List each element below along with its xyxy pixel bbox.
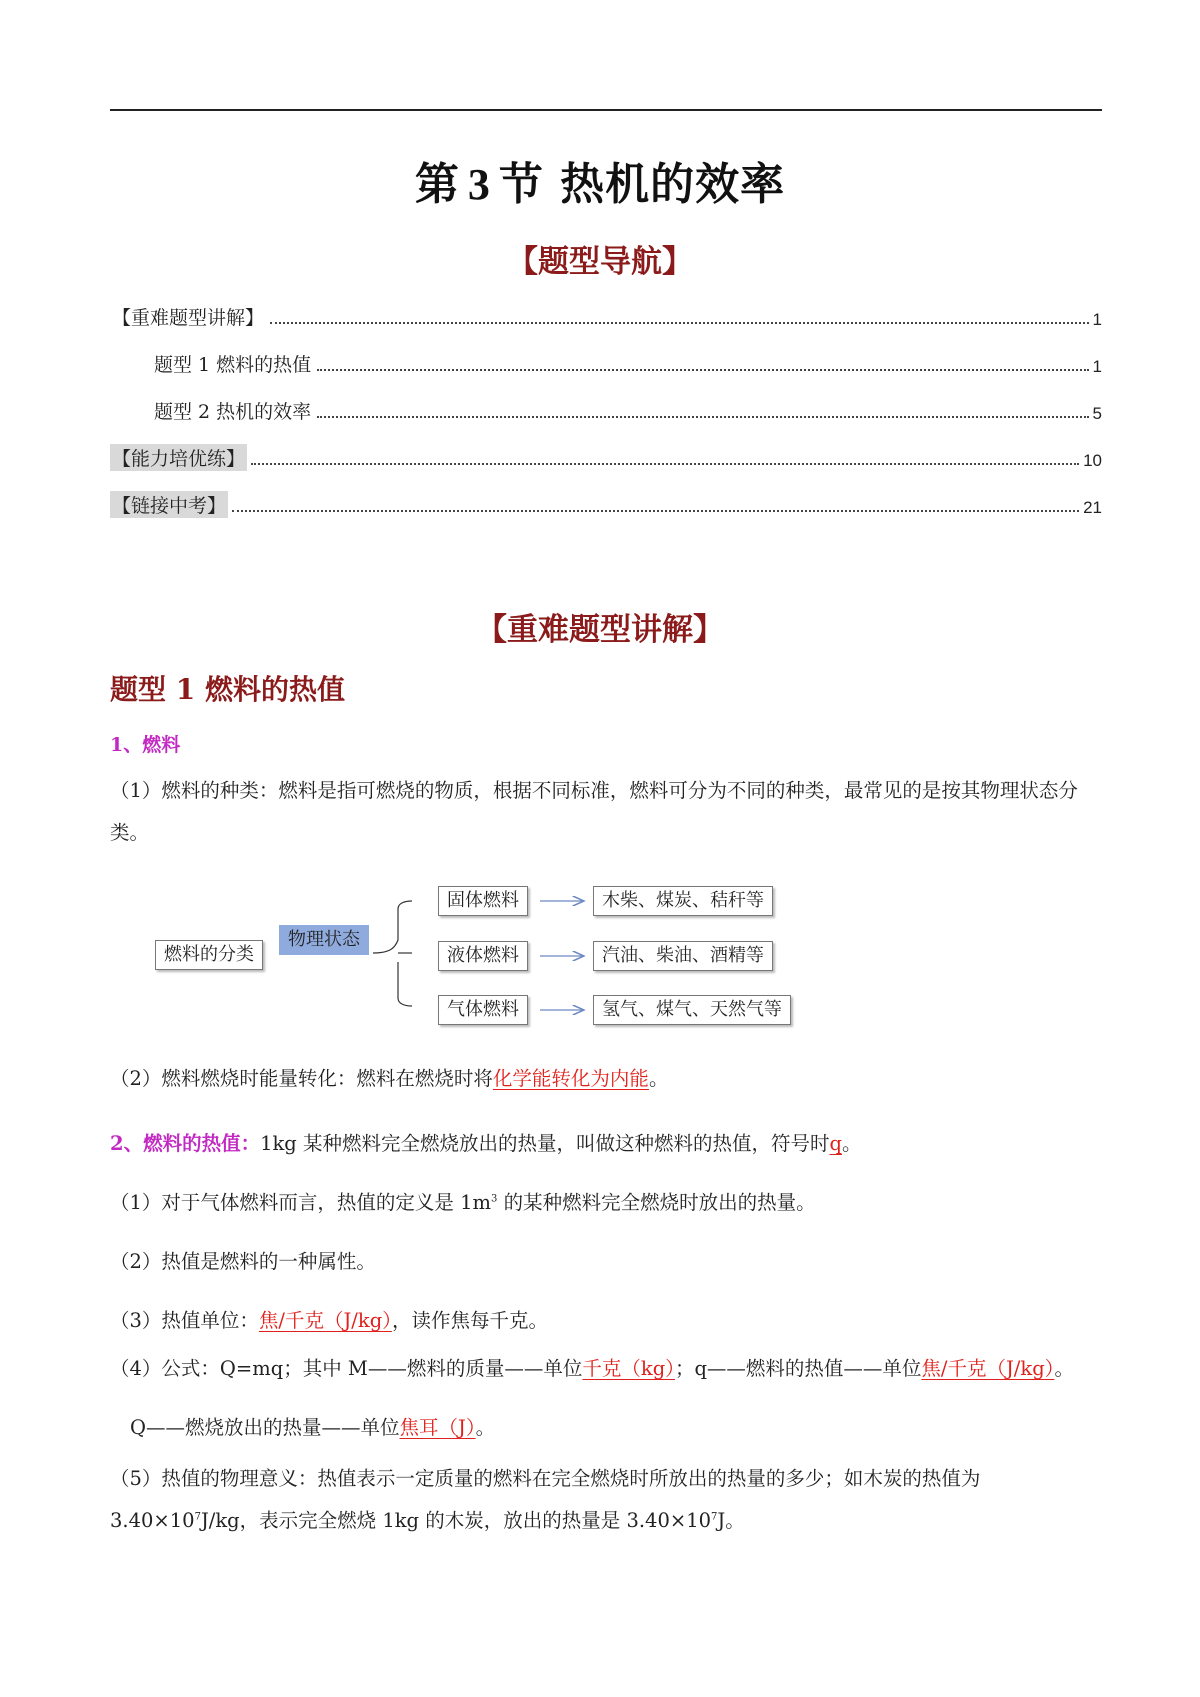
diagram-criterion-box: 物理状态 [279, 925, 369, 955]
diagram-category-box: 气体燃料 [438, 995, 528, 1025]
toc-entry[interactable]: 【链接中考】 21 [110, 488, 1102, 518]
toc-entry[interactable]: 题型 1 燃料的热值 1 [154, 354, 1102, 376]
diagram-category-box: 固体燃料 [438, 886, 528, 916]
type1-heading: 题型 1 燃料的热值 [110, 673, 345, 706]
nav-heading: 【题型导航】 [507, 244, 693, 280]
diagram-example-box: 木柴、煤炭、秸秆等 [593, 886, 773, 916]
paragraph-formula: （4）公式：Q=mq；其中 M——燃料的质量——单位千克（kg）；q——燃料的热值——单位焦/千克（J/kg）。 [110, 1357, 1074, 1380]
page-title: 第 3 节 热机的效率 [414, 159, 786, 210]
paragraph-gas-fuel: （1）对于气体燃料而言，热值的定义是 $1m^3$ 的某种燃料完全燃烧时放出的热量。 [110, 1191, 816, 1214]
toc-entry[interactable]: 【能力培优练】 10 [110, 441, 1102, 471]
section-heading: 【重难题型讲解】 [476, 612, 724, 648]
diagram-root-box: 燃料的分类 [155, 940, 263, 970]
paragraph-property: （2）热值是燃料的一种属性。 [110, 1250, 376, 1273]
paragraph-physical-meaning: （5）热值的物理意义：热值表示一定质量的燃料在完全燃烧时所放出的热量的多少；如木炭的热值为 $3.40\times 10^7J/kg$，表示完全燃烧 1kg 的木炭，放出的热量是 $3.40\times 10^7J$。 [110, 1467, 981, 1532]
paragraph-unit: （3）热值单位：焦/千克（J/kg），读作焦每千克。 [110, 1309, 548, 1332]
toc-entry[interactable]: 题型 2 热机的效率 5 [154, 401, 1102, 423]
diagram-category-box: 液体燃料 [438, 941, 528, 971]
diagram-example-box: 氢气、煤气、天然气等 [593, 995, 791, 1025]
paragraph-fuel-types: （1）燃料的种类：燃料是指可燃烧的物质，根据不同标准，燃料可分为不同的种类，最常见的是按其物理状态分类。 [110, 779, 1078, 844]
fuel-subheading: 1、燃料 [110, 734, 181, 756]
diagram-example-box: 汽油、柴油、酒精等 [593, 941, 773, 971]
paragraph-heat-value-definition: 2、燃料的热值：1kg 某种燃料完全燃烧放出的热量，叫做这种燃料的热值，符号时q。 [110, 1132, 862, 1155]
paragraph-formula-q: Q——燃烧放出的热量——单位焦耳（J）。 [130, 1416, 496, 1439]
toc-entry[interactable]: 【重难题型讲解】 1 [112, 307, 1102, 329]
paragraph-energy-conversion: （2）燃料燃烧时能量转化：燃料在燃烧时将化学能转化为内能。 [110, 1067, 669, 1090]
